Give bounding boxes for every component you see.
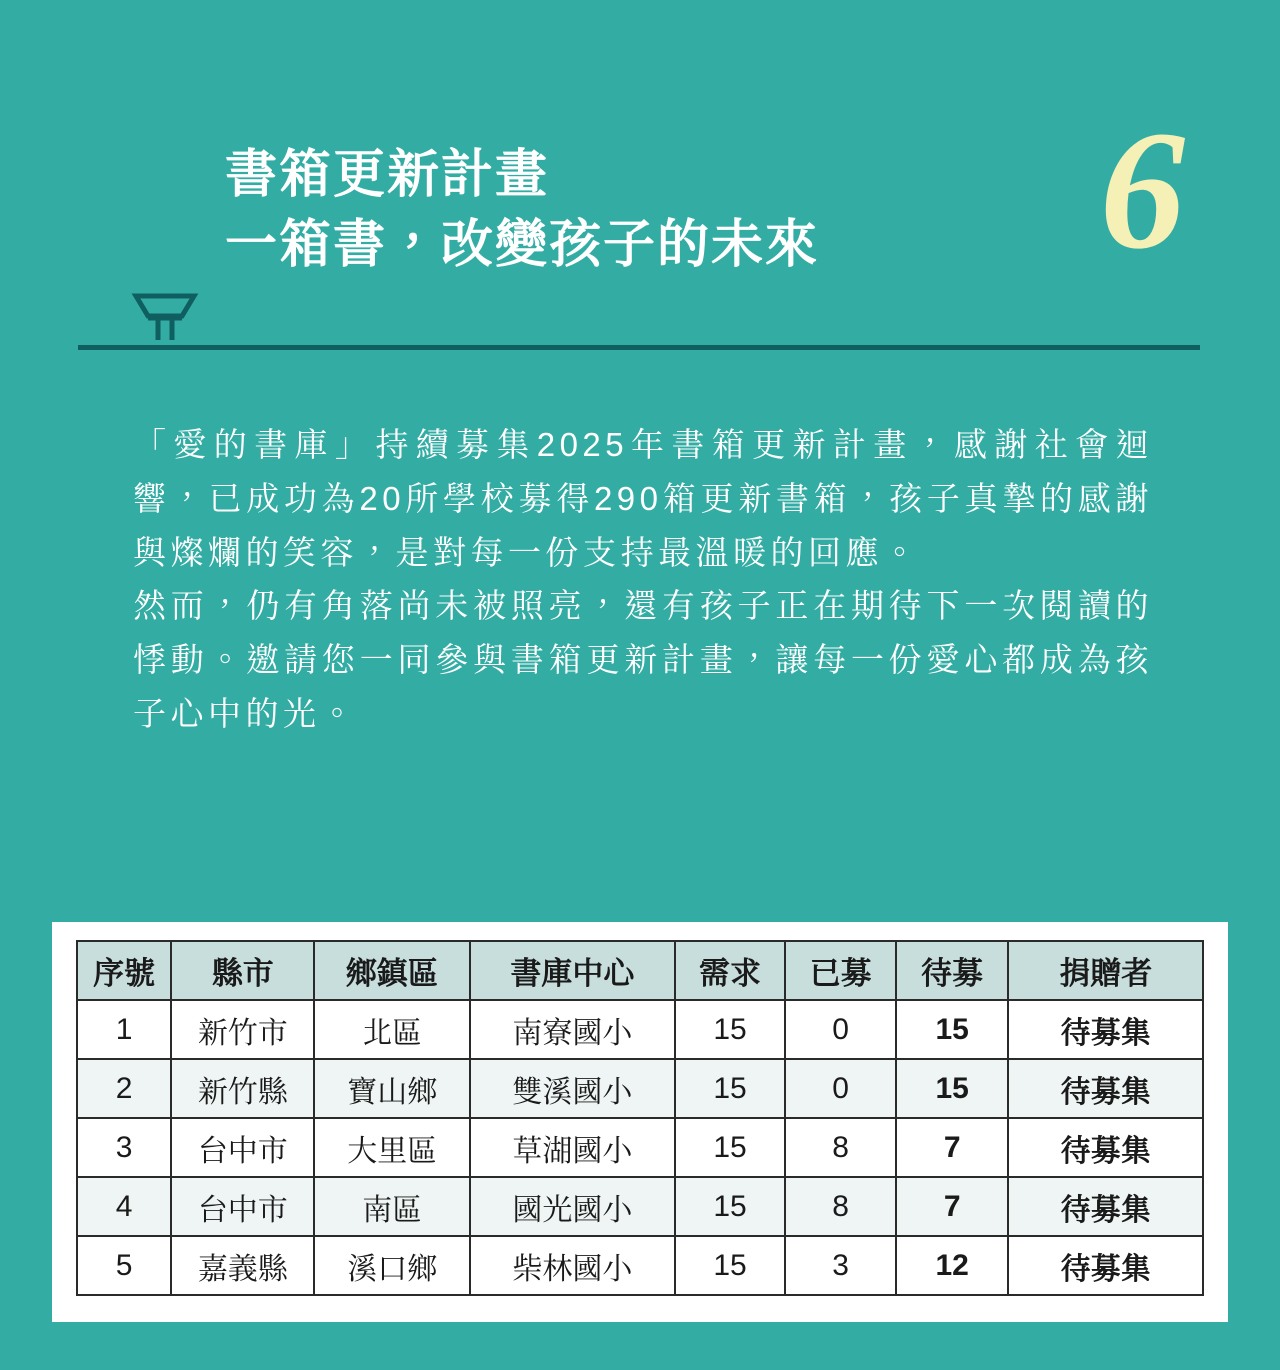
table-row (77, 1177, 1203, 1236)
cell-county: 台中市 (171, 1118, 314, 1177)
cell-center: 國光國小 (470, 1177, 675, 1236)
cell-county: 新竹縣 (171, 1059, 314, 1118)
page-title-line-1: 書箱更新計畫 (225, 146, 550, 204)
cell-town: 北區 (314, 1000, 470, 1059)
cell-pending: 12 (896, 1236, 1009, 1295)
cell-raised: 8 (785, 1118, 896, 1177)
column-header-need: 需求 (675, 941, 786, 1000)
cell-county: 嘉義縣 (171, 1236, 314, 1295)
page-title-line-2: 一箱書，改變孩子的未來 (225, 216, 820, 275)
cell-seq: 3 (77, 1118, 171, 1177)
column-header-raised: 已募 (785, 941, 896, 1000)
cell-donor: 待募集 (1008, 1000, 1203, 1059)
cell-center: 南寮國小 (470, 1000, 675, 1059)
cell-pending: 7 (896, 1177, 1009, 1236)
page-header (0, 0, 1280, 284)
column-header-town: 鄉鎮區 (314, 941, 470, 1000)
book-stack-icon (128, 288, 202, 346)
cell-donor: 待募集 (1008, 1236, 1203, 1295)
cell-donor: 待募集 (1008, 1118, 1203, 1177)
cell-need: 15 (675, 1177, 786, 1236)
school-needs-table-card (52, 922, 1228, 1322)
cell-seq: 4 (77, 1177, 171, 1236)
body-paragraph-1: 「愛的書庫」持續募集2025年書箱更新計畫，感謝社會迴響，已成功為20所學校募得290箱更新書箱，孩子真摯的感謝與燦爛的笑容，是對每一份支持最溫暖的回應。 (133, 426, 1153, 571)
cell-center: 柴林國小 (470, 1236, 675, 1295)
cell-donor: 待募集 (1008, 1177, 1203, 1236)
page-number: 6 (1100, 96, 1185, 284)
table-header-row (77, 941, 1203, 1000)
cell-raised: 0 (785, 1059, 896, 1118)
table-row (77, 1000, 1203, 1059)
cell-donor: 待募集 (1008, 1059, 1203, 1118)
table-row (77, 1236, 1203, 1295)
cell-seq: 1 (77, 1000, 171, 1059)
cell-town: 南區 (314, 1177, 470, 1236)
cell-pending: 15 (896, 1059, 1009, 1118)
column-header-seq: 序號 (77, 941, 171, 1000)
column-header-center: 書庫中心 (470, 941, 675, 1000)
cell-county: 台中市 (171, 1177, 314, 1236)
page-title (225, 140, 819, 280)
body-copy (133, 418, 1153, 741)
cell-need: 15 (675, 1059, 786, 1118)
column-header-pending: 待募 (896, 941, 1009, 1000)
column-header-county: 縣市 (171, 941, 314, 1000)
cell-town: 大里區 (314, 1118, 470, 1177)
cell-need: 15 (675, 1000, 786, 1059)
cell-need: 15 (675, 1118, 786, 1177)
cell-pending: 7 (896, 1118, 1009, 1177)
cell-raised: 3 (785, 1236, 896, 1295)
school-needs-table (76, 940, 1204, 1296)
cell-center: 草湖國小 (470, 1118, 675, 1177)
cell-need: 15 (675, 1236, 786, 1295)
table-row (77, 1059, 1203, 1118)
cell-raised: 8 (785, 1177, 896, 1236)
header-divider (78, 345, 1200, 350)
table-row (77, 1118, 1203, 1177)
cell-town: 溪口鄉 (314, 1236, 470, 1295)
column-header-donor: 捐贈者 (1008, 941, 1203, 1000)
body-paragraph-2: 然而，仍有角落尚未被照亮，還有孩子正在期待下一次閱讀的悸動。邀請您一同參與書箱更新計畫，讓每一份愛心都成為孩子心中的光。 (133, 587, 1153, 732)
cell-seq: 5 (77, 1236, 171, 1295)
cell-county: 新竹市 (171, 1000, 314, 1059)
cell-pending: 15 (896, 1000, 1009, 1059)
cell-center: 雙溪國小 (470, 1059, 675, 1118)
cell-seq: 2 (77, 1059, 171, 1118)
cell-raised: 0 (785, 1000, 896, 1059)
cell-town: 寶山鄉 (314, 1059, 470, 1118)
